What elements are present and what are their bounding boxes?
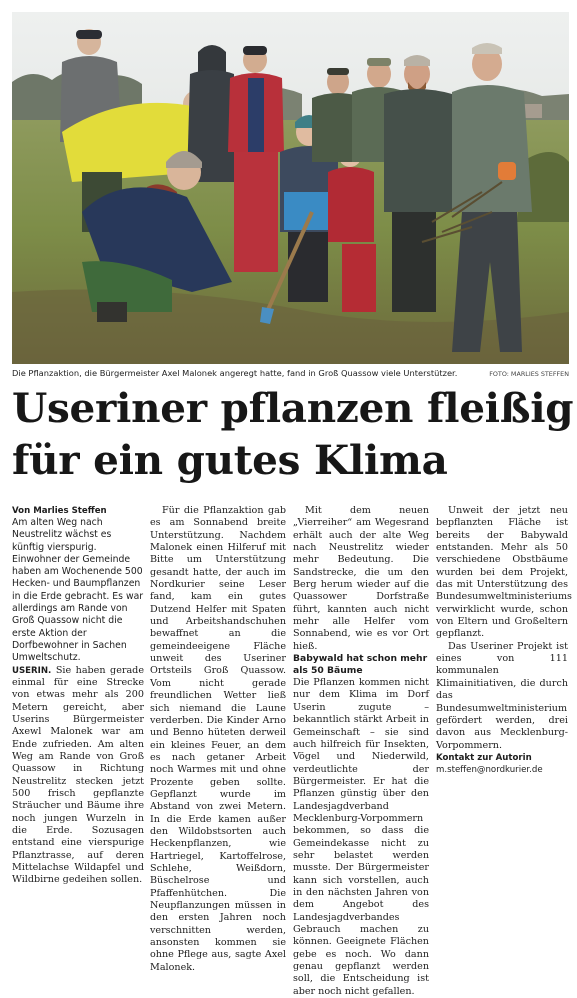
article-column-2	[150, 505, 286, 974]
article-column-4	[436, 505, 572, 776]
dateline-location: USERIN.	[12, 665, 52, 676]
contact-email-link[interactable]: m.steffen@nordkurier.de	[436, 764, 543, 775]
article-column-3	[293, 505, 429, 998]
headline-line-1: Useriner pflanzen fleißig	[12, 384, 574, 432]
lead-paragraph-text: Sie haben gerade einmal für eine Strecke von etwas mehr als 200 Metern gereicht, aber Userins Bürgermeister Axewl Malonek war am Ende zufrieden. Am alten Weg am Rande von Groß Quassow in Richtung Neustrelitz stecken jetzt 500 frisch gepflanzte Sträucher und Bäume ihre noch jungen Wurzeln in die Erde. Sozusagen entstand eine vierspurige Pflanztrasse, auf deren Mittelachse Wildapfel und Wildbirne gedeihen sollen.	[12, 664, 144, 886]
article-headline	[12, 382, 572, 486]
contact-heading: Kontakt zur Autorin	[436, 752, 532, 763]
photo-caption: Die Pflanzaktion, die Bürgermeister Axel Malonek angeregt hatte, fand in Groß Quassow viele Unterstützer.	[12, 368, 458, 378]
article-paragraph	[12, 665, 144, 887]
byline: Von Marlies Steffen	[12, 506, 107, 516]
subheading: Babywald hat schon mehr als 50 Bäume	[293, 653, 428, 677]
article-photo	[12, 12, 569, 364]
photo-caption-row	[12, 368, 569, 380]
article-intro: Am alten Weg nach Neustrelitz wächst es künftig vierspurig. Einwohner der Gemeinde haben am Wochenende 500 Hecken- und Baumpflanzen in die Erde gebracht. Es war allerdings am Rande von Groß Quassow nicht die erste Aktion der Dorfbewohner in Sachen Umweltschutz.	[12, 517, 144, 664]
photo-credit: FOTO: MARLIES STEFFEN	[489, 370, 569, 378]
headline-line-2: für ein gutes Klima	[12, 436, 448, 484]
article-paragraph: Unweit der jetzt neu bepflanzten Fläche ist bereits der Babywald entstanden. Mehr als 50 verschiedene Obstbäume wurden bei dem Projekt, das mit Unterstützung des Bundesumweltministeriums verwirklicht wurde, schon von Eltern und Großeltern gepflanzt.	[436, 505, 572, 640]
article-paragraph: Mit dem neuen „Vierreiher“ am Wegesrand erhält auch der alte Weg nach Neustrelitz wieder mehr Bedeutung. Die Sandstrecke, die um den Berg herum wieder auf die Quassower Dorfstraße führt, kannten auch nicht mehr alle Helfer vom Sonnabend, wie es vor Ort hieß.	[293, 505, 429, 652]
article-paragraph: Für die Pflanzaktion gab es am Sonnabend breite Unterstützung. Nachdem Malonek einen Hilferuf mit Bitte um Unterstützung gesandt hatte, der auch im Nordkurier seine Leser fand, kam ein gutes Dutzend Helfer mit Spaten und Arbeitshandschuhen bewaffnet an die gemeindeeigene Fläche unweit des Useriner Ortsteils Groß Quassow. Vom nicht gerade freundlichen Wetter ließ sich niemand die Laune verderben. Die Kinder Arno und Benno hüteten derweil ein kleines Feuer, an dem es nach getaner Arbeit noch Warmes mit und ohne Prozente geben sollte. Gepflanzt wurde im Abstand von zwei Metern. In die Erde kamen außer den Wildobstsorten auch Heckenpflanzen, wie Hartriegel, Kartoffelrose, Schlehe, Weißdorn, Büschelrose und Pfaffenhütchen. Die Neupflanzungen müssen in den ersten Jahren noch verschnitten werden, ansonsten kommen sie ohne Pflege aus, sagte Axel Malonek.	[150, 505, 286, 973]
article-paragraph: Das Useriner Projekt ist eines von 111 kommunalen Klimainitiativen, die durch das Bundesumweltministerium gefördert werden, drei davon aus Mecklenburg-Vorpommern.	[436, 640, 568, 751]
article-column-1	[12, 505, 144, 887]
article-paragraph: Die Pflanzen kommen nicht nur dem Klima im Dorf Userin zugute – bekanntlich stärkt Arbeit in Gemeinschaft – sie sind auch hilfreich für Insekten, Vögel und Niederwild, verdeutlichte der Bürgermeister. Er hat die Pflanzen günstig über den Landesjagdverband Mecklenburg-Vorpommern bekommen, so dass die Gemeindekasse nicht zu sehr belastet werden musste. Der Bürgermeister kann sich vorstellen, auch in den nächsten Jahren von dem Angebot des Landesjagdverbandes Gebrauch machen zu können. Geeignete Flächen gebe es noch. Wo dann genau gepflanzt werden soll, die Entscheidung ist aber noch nicht gefallen.	[293, 677, 429, 997]
